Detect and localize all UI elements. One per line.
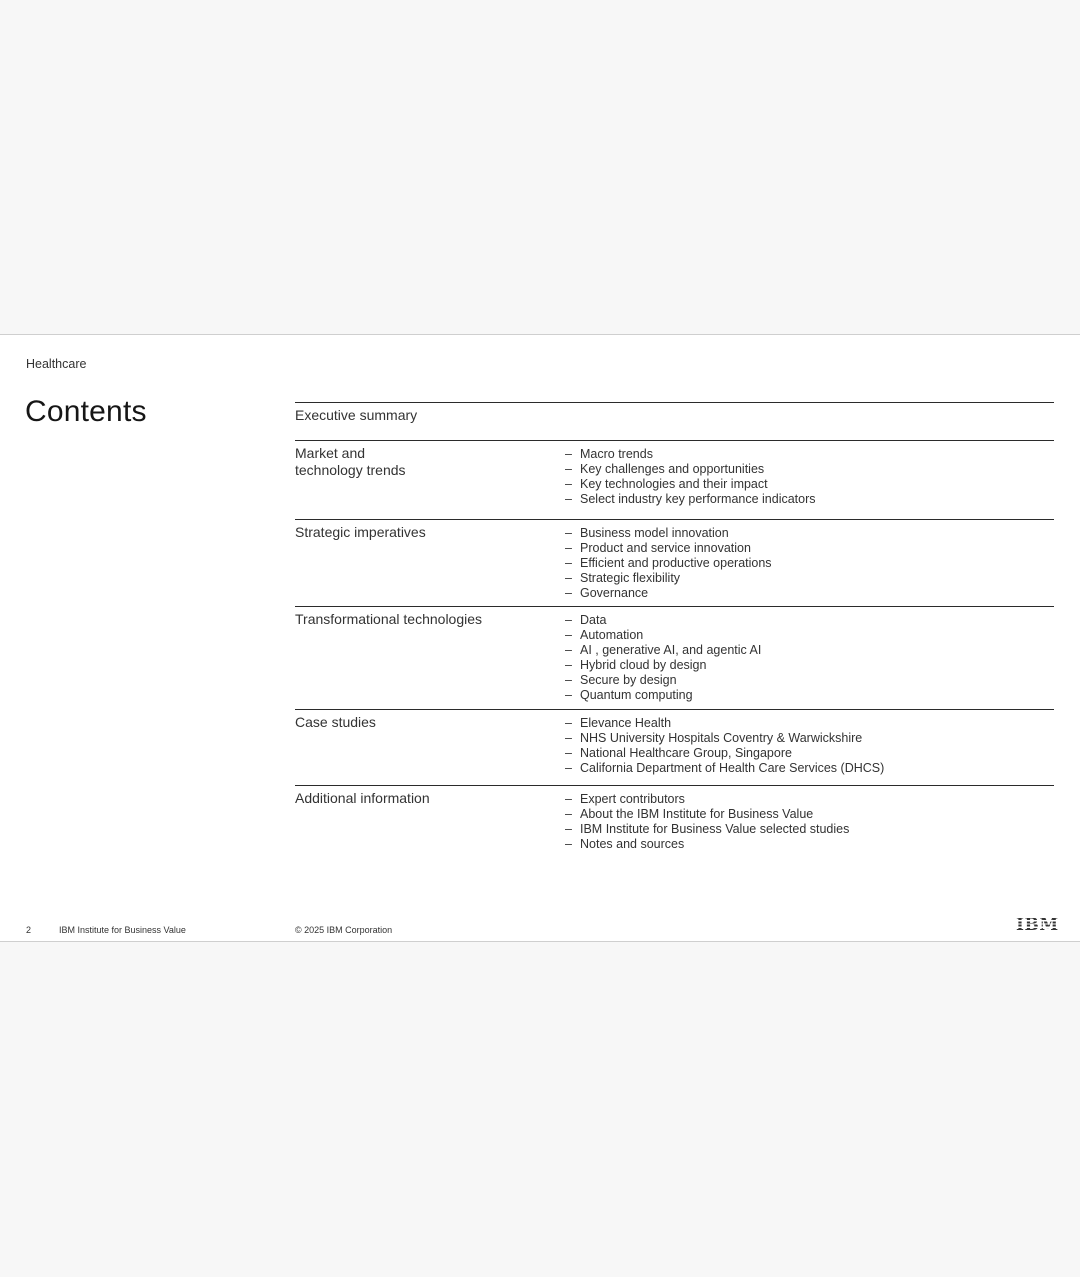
footer-organization: IBM Institute for Business Value (59, 925, 186, 935)
toc-item[interactable]: – Expert contributors (565, 792, 849, 807)
toc-item[interactable]: – Macro trends (565, 447, 816, 462)
toc-heading[interactable]: Transformational technologies (295, 611, 483, 627)
toc-section-case-studies[interactable] (295, 709, 1054, 785)
toc-item[interactable]: – About the IBM Institute for Business Value (565, 807, 849, 822)
ibm-logo: IBM (1016, 915, 1059, 935)
toc-item[interactable]: – AI , generative AI, and agentic AI (565, 643, 761, 658)
toc-heading[interactable]: Executive summary (295, 407, 418, 423)
contents-title: Contents (25, 395, 147, 428)
toc-section-additional-information[interactable] (295, 785, 1054, 865)
toc-item[interactable]: – Quantum computing (565, 688, 761, 703)
toc-heading[interactable]: Additional information (295, 790, 430, 806)
toc-item[interactable]: – Strategic flexibility (565, 571, 772, 586)
toc-section-transformational-technologies[interactable] (295, 606, 1054, 709)
footer-copyright: © 2025 IBM Corporation (295, 925, 393, 935)
toc-item[interactable]: – Key technologies and their impact (565, 477, 816, 492)
toc-heading[interactable]: Strategic imperatives (295, 524, 426, 540)
toc-item[interactable]: – Notes and sources (565, 837, 849, 852)
toc-section-strategic-imperatives[interactable] (295, 519, 1054, 606)
toc-item[interactable]: – Product and service innovation (565, 541, 772, 556)
toc-item[interactable]: – NHS University Hospitals Coventry & Warwickshire (565, 731, 884, 746)
toc-item[interactable]: – Efficient and productive operations (565, 556, 772, 571)
toc-item[interactable]: – Hybrid cloud by design (565, 658, 761, 673)
toc-item[interactable]: – Governance (565, 586, 772, 601)
toc-item[interactable]: – Elevance Health (565, 716, 884, 731)
toc-item[interactable]: – Automation (565, 628, 761, 643)
toc-item-list (565, 786, 849, 865)
toc-item[interactable]: – Select industry key performance indicators (565, 492, 816, 507)
toc-item-list (565, 710, 884, 785)
toc-section-executive-summary[interactable] (295, 402, 1054, 440)
toc-heading[interactable]: Market and technology trends (295, 445, 406, 478)
toc-item-list (565, 520, 772, 606)
toc-section-market-trends[interactable] (295, 440, 1054, 519)
document-page (0, 334, 1080, 942)
page-number: 2 (26, 925, 32, 935)
table-of-contents (295, 402, 1054, 865)
section-label: Healthcare (26, 357, 87, 371)
toc-item[interactable]: – IBM Institute for Business Value selected studies (565, 822, 849, 837)
toc-item[interactable]: – Business model innovation (565, 526, 772, 541)
toc-heading[interactable]: Case studies (295, 714, 376, 730)
toc-item-list (565, 441, 816, 519)
toc-item[interactable]: – National Healthcare Group, Singapore (565, 746, 884, 761)
toc-item-list (565, 607, 761, 709)
toc-item[interactable]: – Secure by design (565, 673, 761, 688)
toc-item[interactable]: – Key challenges and opportunities (565, 462, 816, 477)
toc-item[interactable]: – Data (565, 613, 761, 628)
toc-item[interactable]: – California Department of Health Care Services (DHCS) (565, 761, 884, 776)
